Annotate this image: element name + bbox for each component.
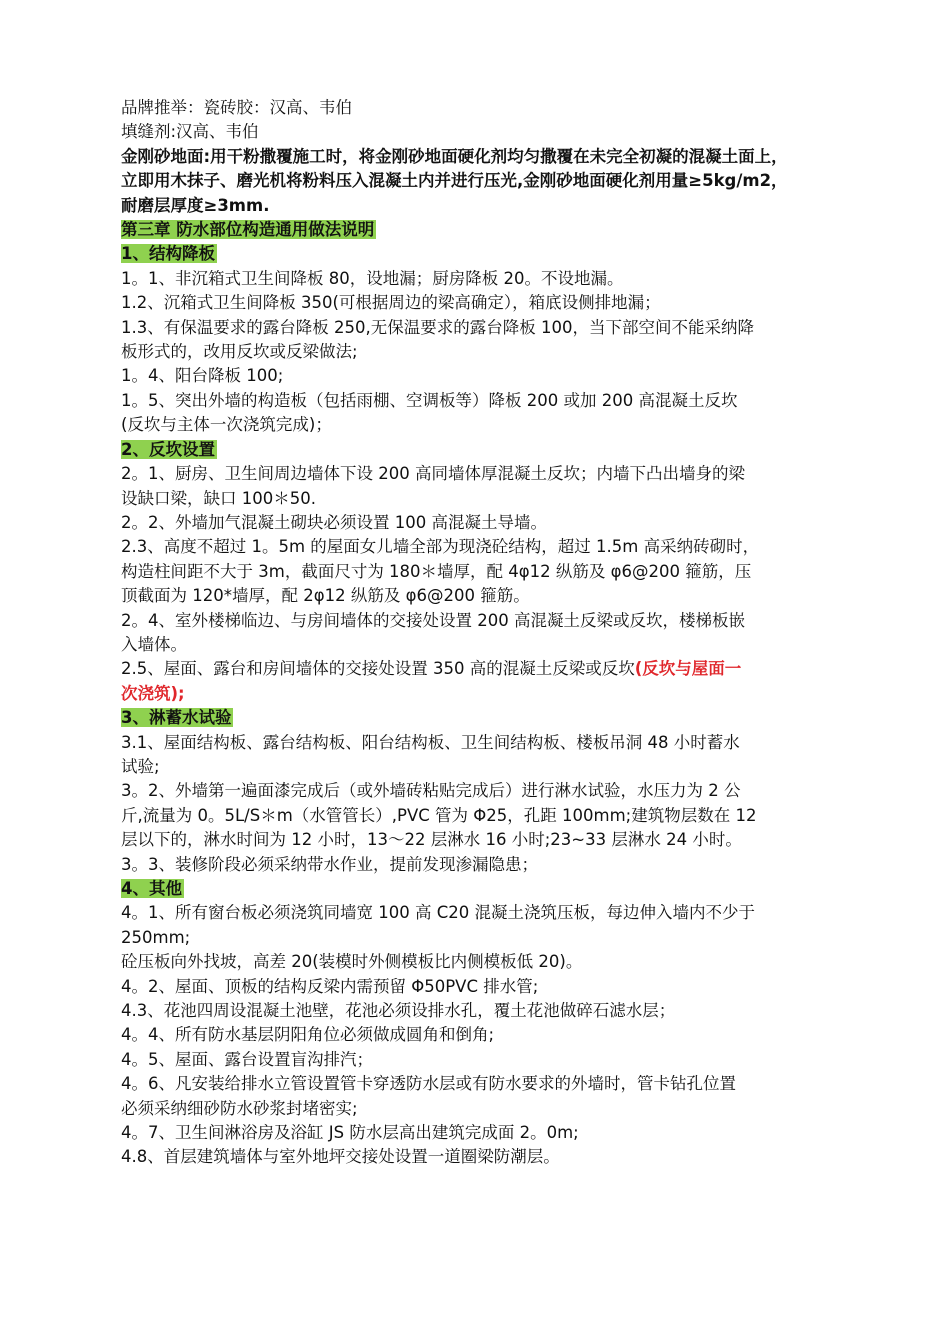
body-line: 1。5、突出外墙的构造板（包括雨棚、空调板等）降板 200 或加 200 高混凝土反坎	[121, 390, 738, 410]
body-line: 3。2、外墙第一遍面漆完成后（或外墙砖粘贴完成后）进行淋水试验，水压力为 2 公	[121, 781, 741, 801]
emphasis-text: 次浇筑);	[121, 683, 185, 703]
body-line: 必须采纳细砂防水砂浆封堵密实;	[121, 1098, 358, 1118]
body-line: 4.3、花池四周设混凝土池壁，花池必须设排水孔，覆土花池做碎石滤水层；	[121, 1001, 676, 1021]
body-line: 设缺口梁，缺口 100＊50.	[121, 488, 316, 508]
body-line: 4。1、所有窗台板必须浇筑同墙宽 100 高 C20 混凝土浇筑压板，每边伸入墙内不少于	[121, 903, 755, 923]
body-line: 2。1、厨房、卫生间周边墙体下设 200 高同墙体厚混凝土反坎；内墙下凸出墙身的梁	[121, 464, 745, 484]
emery-floor-paragraph-line: 立即用木抹子、磨光机将粉料压入混凝土内并进行压光,金刚砂地面硬化剂用量≥5kg/m2，	[121, 171, 788, 191]
body-line: 4。7、卫生间淋浴房及浴缸 JS 防水层高出建筑完成面 2。0m;	[121, 1123, 579, 1143]
emery-floor-paragraph-line: 耐磨层厚度≥3mm.	[121, 195, 270, 215]
body-line: (反坎与主体一次浇筑完成)；	[121, 415, 332, 435]
section-heading-slab-drop: 1、结构降板	[121, 244, 215, 264]
body-line: 斤,流量为 0。5L/S＊m（水管管长）,PVC 管为 Φ25，孔距 100mm;建筑物层数在 12	[121, 805, 757, 825]
body-line: 4。4、所有防水基层阴阳角位必须做成圆角和倒角;	[121, 1025, 495, 1045]
body-line: 入墙体。	[121, 634, 187, 654]
body-line: 4.8、首层建筑墙体与室外地坪交接处设置一道圈梁防潮层。	[121, 1147, 560, 1167]
body-line: 板形式的，改用反坎或反梁做法;	[121, 342, 358, 362]
body-text: 2.5、屋面、露台和房间墙体的交接处设置 350 高的混凝土反梁或反坎	[121, 659, 635, 679]
body-line: 2。4、室外楼梯临边、与房间墙体的交接处设置 200 高混凝土反梁或反坎，楼梯板嵌	[121, 610, 745, 630]
body-line: 4。5、屋面、露台设置盲沟排汽；	[121, 1049, 373, 1069]
brand-recommendation-line: 品牌推举：瓷砖胶：汉高、韦伯	[121, 98, 352, 117]
body-line	[121, 657, 861, 681]
body-line: 4。6、凡安装给排水立管设置管卡穿透防水层或有防水要求的外墙时，管卡钻孔位置	[121, 1074, 736, 1094]
body-line: 4。2、屋面、顶板的结构反梁内需预留 Φ50PVC 排水管;	[121, 976, 539, 996]
body-line: 砼压板向外找坡，高差 20(装模时外侧模板比内侧模板低 20)。	[121, 952, 583, 972]
document-page	[121, 96, 861, 1170]
body-line: 250mm;	[121, 927, 191, 947]
body-line: 顶截面为 120*墙厚，配 2φ12 纵筋及 φ6@200 箍筋。	[121, 586, 530, 606]
emphasis-text: (反坎与屋面一	[634, 659, 742, 679]
grout-brand-line: 填缝剂:汉高、韦伯	[121, 122, 259, 142]
body-line: 2。2、外墙加气混凝土砌块必须设置 100 高混凝土导墙。	[121, 512, 547, 532]
body-line: 2.3、高度不超过 1。5m 的屋面女儿墙全部为现浇砼结构，超过 1.5m 高采纳砖砌时，	[121, 537, 760, 557]
body-line: 3.1、屋面结构板、露台结构板、阳台结构板、卫生间结构板、楼板吊洞 48 小时蓄水	[121, 732, 740, 752]
section-heading-other: 4、其他	[121, 879, 182, 898]
body-line: 1.2、沉箱式卫生间降板 350(可根据周边的梁高确定），箱底设侧排地漏；	[121, 293, 661, 313]
chapter-heading: 第三章 防水部位构造通用做法说明	[121, 220, 375, 240]
section-heading-curb: 2、反坎设置	[121, 439, 215, 459]
body-line: 构造柱间距不大于 3m，截面尺寸为 180＊墙厚，配 4φ12 纵筋及 φ6@200 箍筋，压	[121, 561, 752, 581]
body-line: 1。1、非沉箱式卫生间降板 80，设地漏；厨房降板 20。不设地漏。	[121, 268, 624, 288]
emery-floor-paragraph-line: 金刚砂地面:用干粉撒覆施工时，将金刚砂地面硬化剂均匀撒覆在未完全初凝的混凝土面上，	[121, 146, 788, 166]
body-line: 1.3、有保温要求的露台降板 250,无保温要求的露台降板 100，当下部空间不能采纳降	[121, 317, 754, 337]
section-heading-water-test: 3、淋蓄水试验	[121, 708, 232, 728]
body-line: 1。4、阳台降板 100;	[121, 366, 284, 386]
body-line: 层以下的，淋水时间为 12 小时，13～22 层淋水 16 小时;23~33 层淋水 24 小时。	[121, 830, 742, 850]
body-line: 试验;	[121, 756, 160, 776]
body-line: 3。3、装修阶段必须采纳带水作业，提前发现渗漏隐患；	[121, 854, 538, 874]
